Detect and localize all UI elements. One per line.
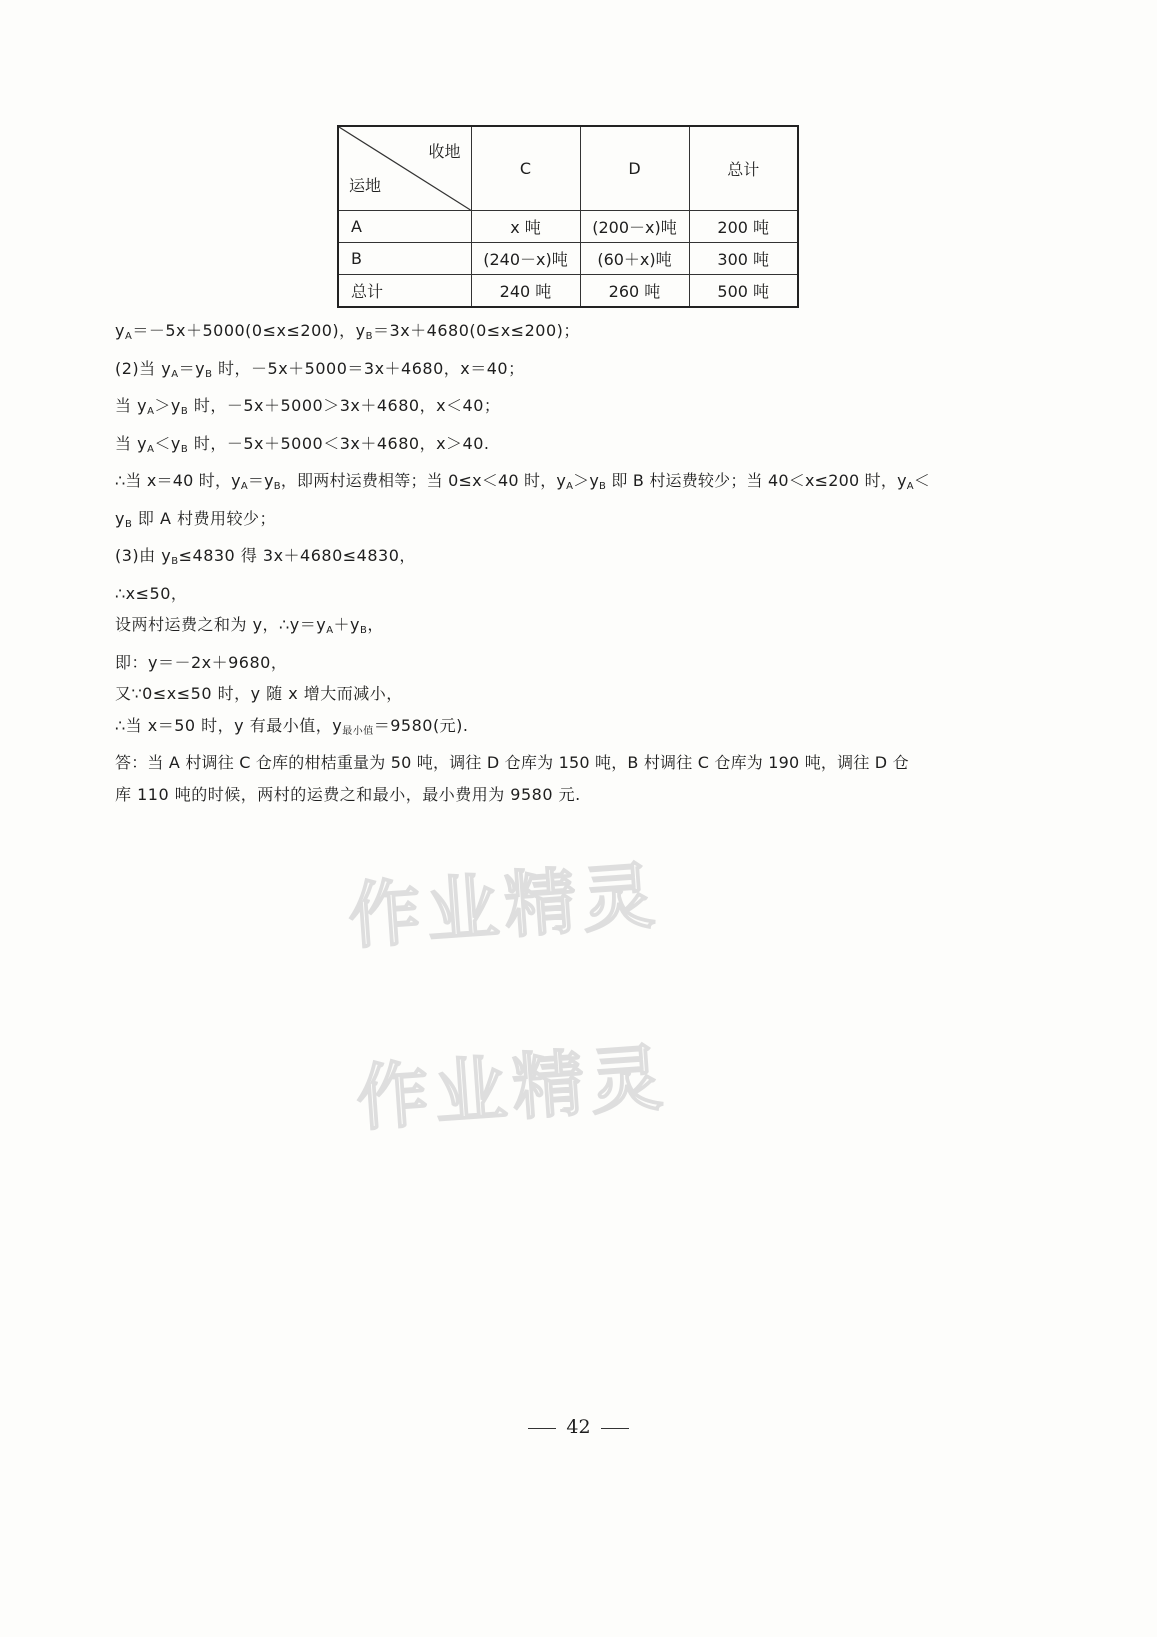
solution-line: [115, 353, 1035, 391]
text-run: ＝3x＋4680(0≤x≤200)；: [373, 321, 580, 340]
text-run: 库 110 吨的时候，两村的运费之和最小，最小费用为 9580 元.: [115, 784, 581, 804]
text-run: y: [115, 508, 125, 528]
text-run: 又∵0≤x≤50 时，y 随 x 增大而减小，: [115, 684, 403, 703]
text-run: 即 A 村费用较少；: [132, 508, 277, 528]
subscript: B: [124, 518, 133, 530]
solution-line: [115, 747, 1035, 779]
text-run: ＝9580(元).: [373, 715, 469, 735]
column-header: 总计: [689, 126, 798, 211]
solution-line: [115, 390, 1035, 428]
text-run: ，即两村运费相等；当 0≤x＜40 时，y: [280, 471, 567, 490]
subscript: A: [240, 481, 248, 492]
table-cell: 500 吨: [689, 275, 798, 308]
subscript: B: [273, 481, 281, 492]
text-run: 设两村运费之和为 y，∴y＝y: [115, 615, 327, 634]
subscript: B: [205, 368, 213, 380]
text-run: ∴当 x＝50 时，y 有最小值，y: [115, 715, 343, 735]
text-run: ＜y: [154, 433, 181, 453]
solution-line: [115, 779, 1035, 811]
solution-line: [115, 503, 1035, 541]
text-run: ∴x≤50，: [115, 583, 188, 603]
text-run: ＝y: [247, 471, 274, 490]
subscript: B: [171, 556, 179, 567]
solution-line: [115, 710, 1035, 748]
subscript: B: [180, 443, 189, 455]
text-run: 时，－5x＋5000＝3x＋4680，x＝40；: [212, 358, 525, 378]
text-run: ＝y: [178, 358, 206, 378]
solution-line: [115, 578, 1035, 610]
page-number: 42: [566, 1416, 591, 1438]
watermark: 作业精灵: [345, 852, 663, 959]
table-cell: (240－x)吨: [471, 243, 580, 275]
subscript: A: [171, 368, 179, 380]
text-run: (2)当 y: [115, 358, 172, 378]
table-cell: x 吨: [471, 211, 580, 243]
corner-label-receive: 收地: [428, 142, 461, 161]
text-run: 即：y＝－2x＋9680，: [115, 652, 288, 672]
table-corner-cell: [338, 126, 471, 211]
text-run: 当 y: [115, 433, 148, 453]
column-header: D: [580, 126, 689, 211]
text-run: y: [115, 321, 125, 340]
subscript: A: [326, 625, 334, 636]
page-number-footer: [0, 1416, 1157, 1438]
table-header-row: [338, 126, 798, 211]
corner-label-ship: 运地: [349, 176, 382, 195]
table-cell: 240 吨: [471, 275, 580, 308]
column-header: C: [471, 126, 580, 211]
text-run: 当 y: [115, 396, 148, 415]
freight-table: [337, 125, 799, 308]
solution-line: [115, 647, 1035, 679]
row-header: 总计: [338, 275, 471, 308]
text-run: ＋y: [333, 615, 361, 634]
subscript: A: [566, 481, 574, 492]
text-run: 即 B 村运费较少；当 40＜x≤200 时，y: [606, 471, 907, 490]
table-cell: 300 吨: [689, 243, 798, 275]
solution-line: [115, 540, 1035, 578]
text-run: ＜: [913, 471, 930, 490]
watermark: 作业精灵: [353, 1034, 671, 1141]
subscript: B: [365, 331, 374, 342]
text-run: ≤4830 得 3x＋4680≤4830，: [178, 546, 416, 565]
subscript: B: [180, 406, 189, 417]
table-cell: (200－x)吨: [580, 211, 689, 243]
solution-line: [115, 428, 1035, 466]
text-run: ＞y: [154, 396, 181, 415]
solution-line: [115, 678, 1035, 710]
subscript: A: [906, 481, 914, 492]
dash-left: [528, 1428, 556, 1429]
table-row: [338, 275, 798, 308]
text-run: ＞y: [573, 471, 600, 490]
text-run: 答：当 A 村调往 C 仓库的柑桔重量为 50 吨，调往 D 仓库为 150 吨，B 村调往 C 仓库为 190 吨，调往 D 仓: [115, 753, 909, 772]
subscript: 最小值: [342, 725, 374, 737]
table-cell: (60＋x)吨: [580, 243, 689, 275]
subscript: B: [599, 481, 607, 492]
text-run: ，: [367, 615, 384, 634]
text-run: 时，－5x＋5000＞3x＋4680，x＜40；: [188, 396, 501, 415]
solution-line: [115, 315, 1035, 353]
solution-line: [115, 465, 1035, 503]
table-row: [338, 211, 798, 243]
text-run: ＝－5x＋5000(0≤x≤200)，y: [132, 321, 366, 340]
table-row: [338, 243, 798, 275]
text-run: (3)由 y: [115, 546, 172, 565]
freight-table-container: [337, 125, 799, 308]
table-cell: 200 吨: [689, 211, 798, 243]
subscript: B: [360, 625, 368, 636]
row-header: B: [338, 243, 471, 275]
subscript: A: [147, 443, 155, 455]
row-header: A: [338, 211, 471, 243]
table-cell: 260 吨: [580, 275, 689, 308]
solution-text: [115, 315, 1035, 810]
solution-line: [115, 609, 1035, 647]
subscript: A: [147, 406, 155, 417]
text-run: 时，－5x＋5000＜3x＋4680，x＞40.: [188, 433, 490, 453]
text-run: ∴当 x＝40 时，y: [115, 471, 241, 490]
subscript: A: [124, 331, 133, 342]
dash-right: [601, 1428, 629, 1429]
